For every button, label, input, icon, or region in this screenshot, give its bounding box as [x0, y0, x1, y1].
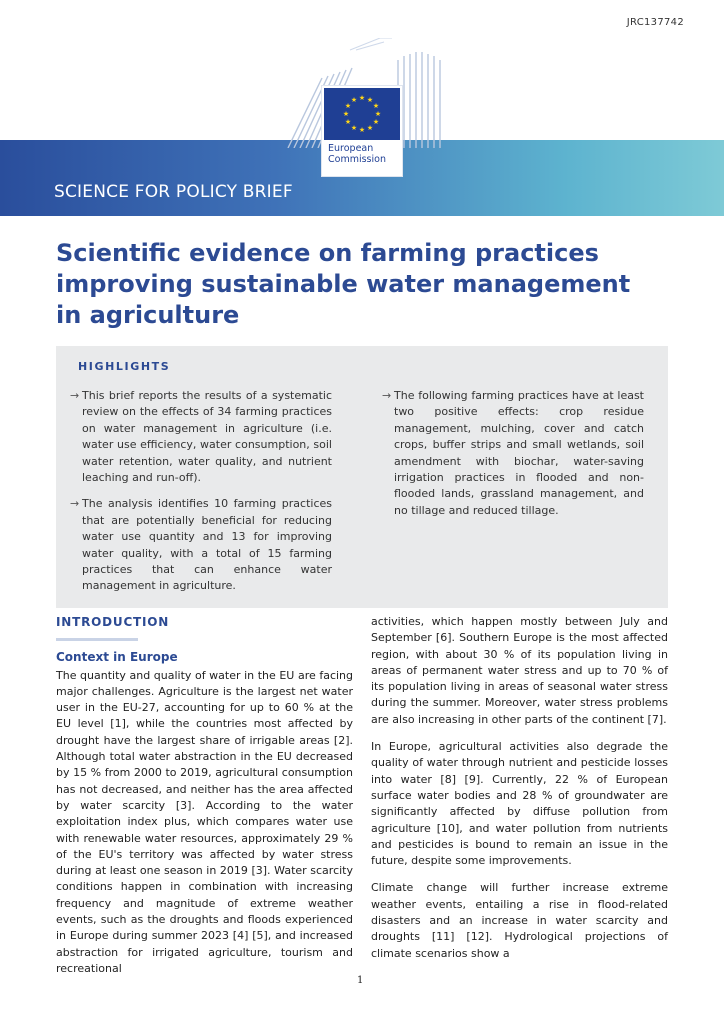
svg-text:★: ★ — [342, 110, 350, 118]
svg-text:★: ★ — [374, 110, 382, 118]
arrow-right-icon: → — [382, 389, 392, 402]
body-paragraph: The quantity and quality of water in the EU are facing major challenges. Agriculture is the largest net water user in the EU-27, accounting for up to 60 % at the EU level [1], while the countries most affected by drought have the largest share of irrigable areas [2]. Although total water abstraction in the EU decreased by 15 % from 2000 to 2019, agricultural consumption has not decreased, and neither has the area affected by water scarcity [3]. According to the water exploitation index plus, which compares water use with renewable water resources, approximately 29 % of the EU's territory was affected by water stress during at least one season in 2019 [3]. Water scarcity conditions happen in combination with increasing frequency and magnitude of extreme weather events, such as the droughts and floods experienced in Europe during summer 2023 [4] [5], and increased abstraction for irrigated agriculture, tourism and recreational — [56, 668, 353, 975]
highlights-box — [56, 346, 668, 608]
highlight-text: The following farming practices have at least two positive effects: crop residue management, mulching, cover and catch crops, buffer strips and small wetlands, soil amendment with biochar, water-saving irrigation practices in flooded and non-flooded lands, grassland management, and no tillage and reduced tillage. — [394, 389, 644, 517]
svg-text:★: ★ — [366, 96, 374, 104]
svg-text:★: ★ — [372, 118, 380, 126]
body-right-column — [371, 614, 668, 973]
highlight-item — [70, 496, 332, 594]
svg-text:★: ★ — [344, 118, 352, 126]
context-subheading: Context in Europe — [56, 650, 178, 665]
highlights-heading: HIGHLIGHTS — [78, 360, 171, 373]
document-id: JRC137742 — [626, 17, 684, 28]
body-left-column — [56, 614, 353, 988]
highlight-text: The analysis identifies 10 farming practices that are potentially beneficial for reducing water use quantity and 13 for improving water quality, with a total of 15 farming practices that can enhance water management in agriculture. — [82, 497, 332, 593]
svg-text:★: ★ — [358, 94, 366, 102]
svg-text:★: ★ — [366, 124, 374, 132]
svg-text:★: ★ — [372, 102, 380, 110]
body-paragraph: activities, which happen mostly between July and September [6]. Southern Europe is the most affected region, with about 30 % of its population living in areas of permanent water stress and up to 70 % of its population living in areas of seasonal water stress during the summer. Moreover, water stress problems are also increasing in other parts of the continent [7]. — [371, 615, 668, 726]
svg-text:★: ★ — [350, 124, 358, 132]
page-title: Scientific evidence on farming practices improving sustainable water management in agriculture — [56, 239, 631, 329]
highlights-left-column — [70, 388, 332, 605]
page-number: 1 — [357, 975, 364, 986]
arrow-right-icon: → — [70, 389, 80, 402]
logo-line-2: Commission — [328, 154, 386, 165]
svg-text:★: ★ — [350, 96, 358, 104]
logo-wordmark — [328, 143, 386, 165]
svg-text:★: ★ — [358, 126, 366, 134]
eu-flag-icon — [324, 88, 400, 140]
eu-commission-logo — [322, 86, 402, 176]
section-divider — [56, 638, 138, 641]
highlights-right-column — [382, 388, 644, 529]
highlight-item — [70, 388, 332, 486]
body-paragraph: Climate change will further increase extreme weather events, entailing a rise in flood-related disasters and an increase in water scarcity and droughts [11] [12]. Hydrological projections of climate scenarios show a — [371, 881, 668, 960]
highlight-item — [382, 388, 644, 519]
logo-line-1: European — [328, 143, 374, 154]
series-label: SCIENCE FOR POLICY BRIEF — [54, 182, 293, 202]
body-paragraph: In Europe, agricultural activities also degrade the quality of water through nutrient and pesticide losses into water [8] [9]. Currently, 22 % of European surface water bodies and 28 % of groundwater are significantly affected by diffuse pollution from agriculture [10], and water pollution from nutrients and pesticides is bound to remain an issue in the future, despite some improvements. — [371, 740, 668, 868]
svg-text:★: ★ — [344, 102, 352, 110]
highlight-text: This brief reports the results of a systematic review on the effects of 34 farming practices on water management in agriculture (i.e. water use efficiency, water consumption, soil water retention, water quality, and nutrient leaching and run-off). — [82, 389, 332, 485]
arrow-right-icon: → — [70, 497, 80, 511]
introduction-heading: INTRODUCTION — [56, 615, 170, 629]
